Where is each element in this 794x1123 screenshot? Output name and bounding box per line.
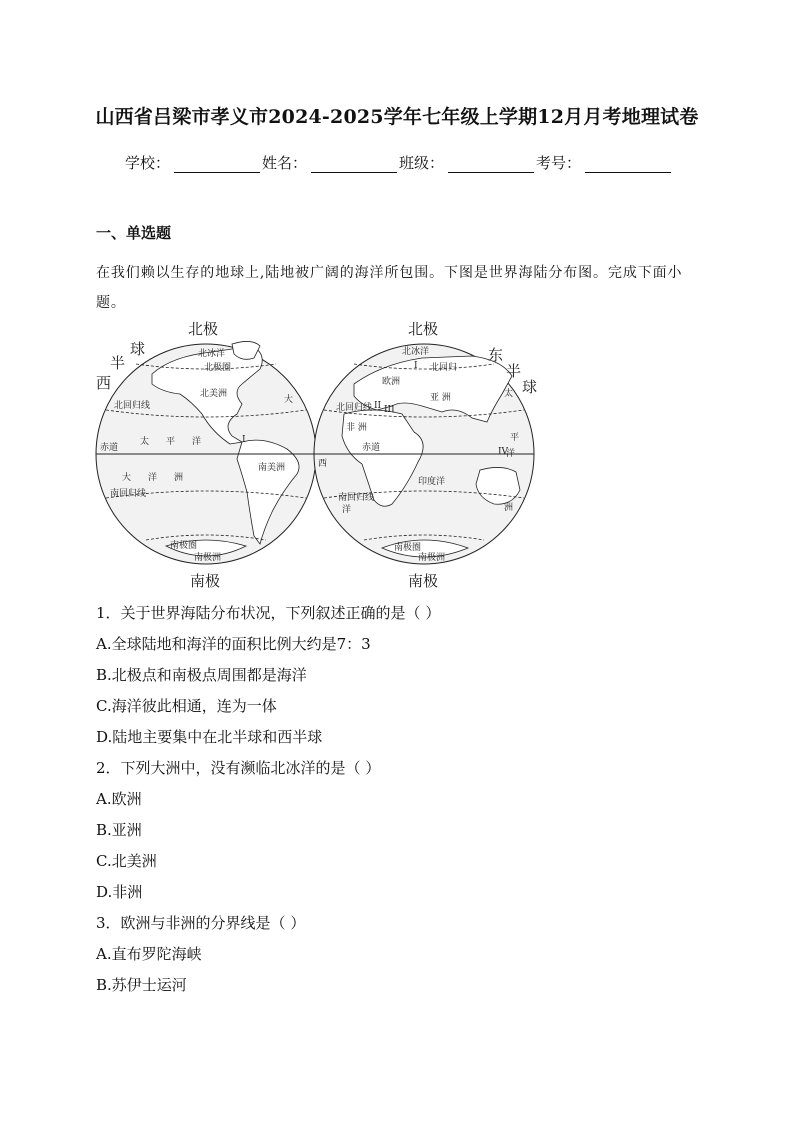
left-pacific-char-2: 平 [166, 437, 176, 447]
right-tropic-cancer-label: 北回归线 [336, 403, 373, 413]
eastern-hemisphere-char-2: 半 [506, 362, 522, 380]
left-roman-numeral: I [242, 435, 246, 445]
question-3-option-a: A.直布罗陀海峡 [96, 945, 202, 963]
left-equator-label: 赤道 [100, 443, 119, 453]
western-hemisphere [96, 341, 316, 564]
north-pole-label-right: 北极 [408, 320, 439, 338]
right-indian-ocean-label: 印度洋 [418, 477, 446, 487]
left-pacific-char-1: 太 [140, 437, 150, 447]
right-numeral-3: III [384, 405, 395, 415]
right-equator-label: 赤道 [362, 443, 381, 453]
right-antarctic-circle-label: 南极圈 [394, 543, 422, 553]
right-ocean-partial-label: 洋 [506, 449, 516, 459]
right-pacific-partial-label: 太 [504, 389, 514, 399]
left-antarctic-circle-label: 南极圈 [170, 541, 198, 551]
left-arctic-circle-label: 北极圈 [204, 363, 232, 373]
school-label: 学校： [125, 154, 171, 172]
left-north-america-label: 北美洲 [200, 389, 228, 399]
name-label: 姓名： [262, 154, 308, 172]
question-3-option-b: B.苏伊士运河 [96, 976, 187, 994]
right-tropic-capricorn-label: 南回归线 [338, 493, 375, 503]
school-blank [174, 156, 260, 173]
north-pole-label-left: 北极 [188, 320, 219, 338]
right-africa-label: 非 洲 [346, 423, 367, 433]
left-ocean-char-2: 洋 [148, 473, 158, 483]
left-arctic-ocean-label: 北冰洋 [198, 349, 226, 359]
left-antarctica-label: 南极洲 [194, 553, 222, 563]
student-info-row [125, 152, 673, 173]
left-atlantic-partial-label: 大 [284, 395, 294, 405]
question-2-option-d: D.非洲 [96, 883, 143, 901]
question-1-option-d: D.陆地主要集中在北半球和西半球 [96, 728, 323, 746]
right-europe-label: 欧洲 [382, 377, 401, 387]
right-numeral-1: I [414, 361, 418, 371]
question-2: 2．下列大洲中，没有濒临北冰洋的是（ ） [96, 759, 381, 777]
eastern-hemisphere-char-1: 东 [488, 346, 504, 364]
right-arctic-circle-label: 北回归 [430, 363, 458, 373]
left-south-america-label: 南美洲 [258, 463, 286, 473]
question-2-option-c: C.北美洲 [96, 852, 157, 870]
question-1-option-c: C.海洋彼此相通，连为一体 [96, 697, 277, 715]
eastern-hemisphere-char-3: 球 [522, 378, 538, 396]
exam-title: 山西省吕梁市孝义市2024-2025学年七年级上学期12月月考地理试卷 [95, 106, 699, 128]
intro-paragraph: 在我们赖以生存的地球上,陆地被广阔的海洋所包围。下图是世界海陆分布图。完成下面小题。 [96, 265, 683, 311]
left-ocean-char-3: 洲 [174, 473, 184, 483]
right-numeral-4: IV [498, 447, 509, 457]
right-pacific-mid-label: 平 [510, 433, 520, 443]
right-ocean-west-label: 洋 [342, 505, 352, 515]
south-pole-label-right: 南极 [408, 572, 439, 590]
left-tropic-capricorn-label: 南回归线 [110, 489, 147, 499]
question-3: 3．欧洲与非洲的分界线是（ ） [96, 914, 306, 932]
exam-number-label: 考号： [536, 154, 582, 172]
right-numeral-2: II [374, 401, 382, 411]
class-blank [448, 156, 534, 173]
exam-number-blank [585, 156, 671, 173]
left-tropic-cancer-label: 北回归线 [114, 401, 151, 411]
question-1: 1．关于世界海陆分布状况，下列叙述正确的是（ ） [96, 604, 441, 622]
right-antarctica-label: 南极洲 [418, 553, 446, 563]
question-1-option-b: B.北极点和南极点周围都是海洋 [96, 666, 307, 684]
question-2-option-a: A.欧洲 [96, 790, 142, 808]
right-arctic-ocean-label: 北冰洋 [402, 347, 430, 357]
western-hemisphere-char-1: 西 [96, 374, 112, 392]
world-map-figure [92, 314, 538, 594]
left-pacific-char-3: 洋 [192, 437, 202, 447]
right-oceania-label: 洲 [504, 503, 514, 513]
right-atlantic-west-label: 西 [318, 459, 328, 469]
western-hemisphere-char-3: 球 [130, 340, 146, 358]
western-hemisphere-char-2: 半 [110, 354, 126, 372]
south-pole-label-left: 南极 [190, 572, 221, 590]
section-heading: 一、单选题 [96, 224, 172, 242]
question-2-option-b: B.亚洲 [96, 821, 142, 839]
name-blank [311, 156, 397, 173]
right-asia-label: 亚 洲 [430, 393, 451, 403]
question-1-option-a: A.全球陆地和海洋的面积比例大约是7：3 [96, 635, 371, 653]
left-ocean-char-1: 大 [122, 473, 132, 483]
class-label: 班级： [399, 154, 445, 172]
